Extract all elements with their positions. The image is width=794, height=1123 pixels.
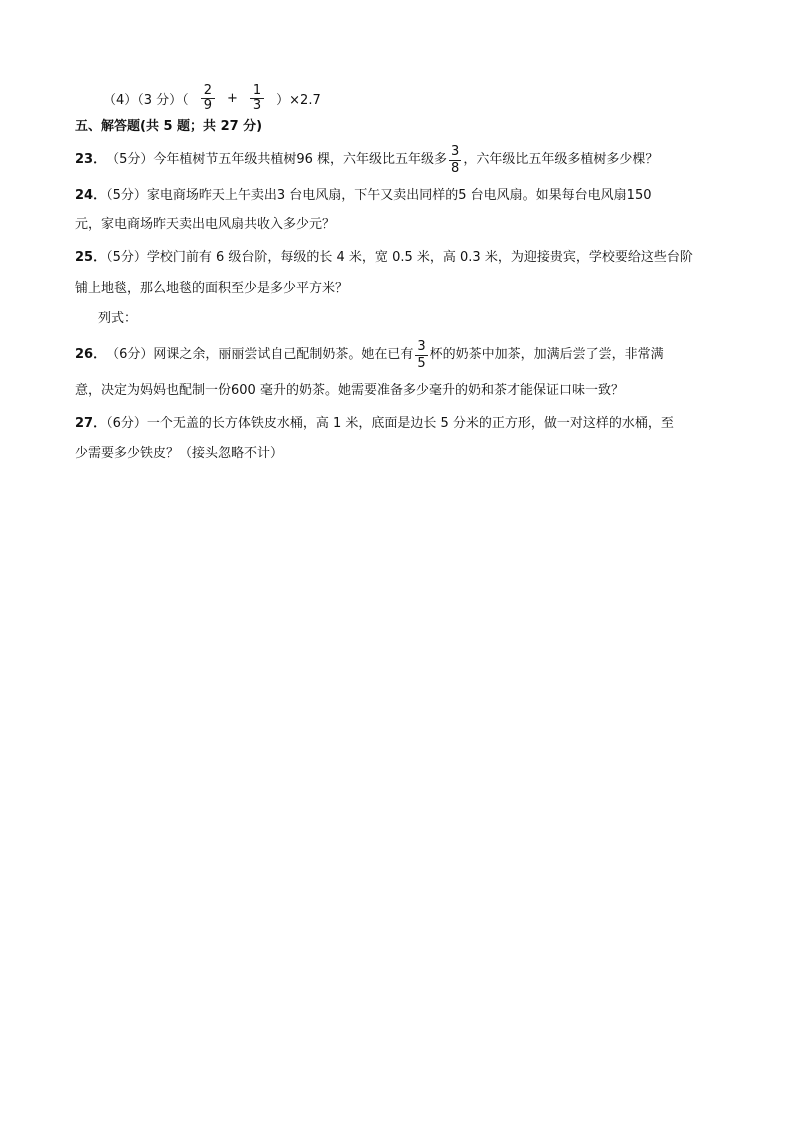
item-4-expression [103,78,321,118]
item-4-label: （4）（3 分）（ [103,92,189,108]
question-26-text-part2: 杯的奶茶中加茶，加满后尝了尝，非常满 [429,347,664,362]
section-5-heading: 五、解答题(共 5 题；共 27 分) [75,119,263,134]
question-27-text-line-1: （6分）一个无盖的长方体铁皮水桶，高 1 米，底面是边长 5 分米的正方形，做一对这样的水桶，至 [106,416,674,431]
question-25-formula-label: 列式： [98,311,138,326]
item-4-tail: ）×2.7 [276,92,321,108]
question-25-text-line-2: 铺上地毯，那么地毯的面积至少是多少平方米？ [75,281,349,296]
question-26-line-1 [75,335,664,375]
question-25-number: 25． [75,250,107,265]
question-27-line-1 [75,415,674,433]
question-27-text-line-2: 少需要多少铁皮？（接头忽略不计） [75,446,284,461]
fraction-three-fifths: $\frac{3}{5}$ [417,338,426,371]
question-26-text-line-2: 意，决定为妈妈也配制一份600 毫升的奶茶。她需要准备多少毫升的奶和茶才能保证口味一致？ [75,383,624,398]
fraction-three-eighths: $\frac{3}{8}$ [451,143,460,176]
question-23-text-part1: （5分）今年植树节五年级共植树96 棵，六年级比五年级多 [106,152,448,167]
question-24-text-line-1: （5分）家电商场昨天上午卖出3 台电风扇，下午又卖出同样的5 台电风扇。如果每台电风扇150 [106,188,652,203]
question-27-number: 27． [75,416,107,431]
question-23 [75,140,658,180]
question-23-number: 23． [75,152,107,167]
question-25-line-1 [75,249,693,267]
question-24-number: 24． [75,188,107,203]
question-24-line-1 [75,187,652,205]
question-23-text-part2: ，六年级比五年级多植树多少棵？ [463,152,659,167]
question-24-text-line-2: 元，家电商场昨天卖出电风扇共收入多少元？ [75,217,336,232]
question-26-number: 26． [75,347,107,362]
fraction-two-ninths: $\frac{2}{9}$ [201,84,215,113]
question-26-text-part1: （6分）网课之余，丽丽尝试自己配制奶茶。她在已有 [106,347,414,362]
question-25-text-line-1: （5分）学校门前有 6 级台阶，每级的长 4 米，宽 0.5 米，高 0.3 米，为迎接贵宾，学校要给这些台阶 [106,250,693,265]
plus-operator: + [226,90,238,106]
fraction-one-third: $\frac{1}{3}$ [250,84,264,113]
